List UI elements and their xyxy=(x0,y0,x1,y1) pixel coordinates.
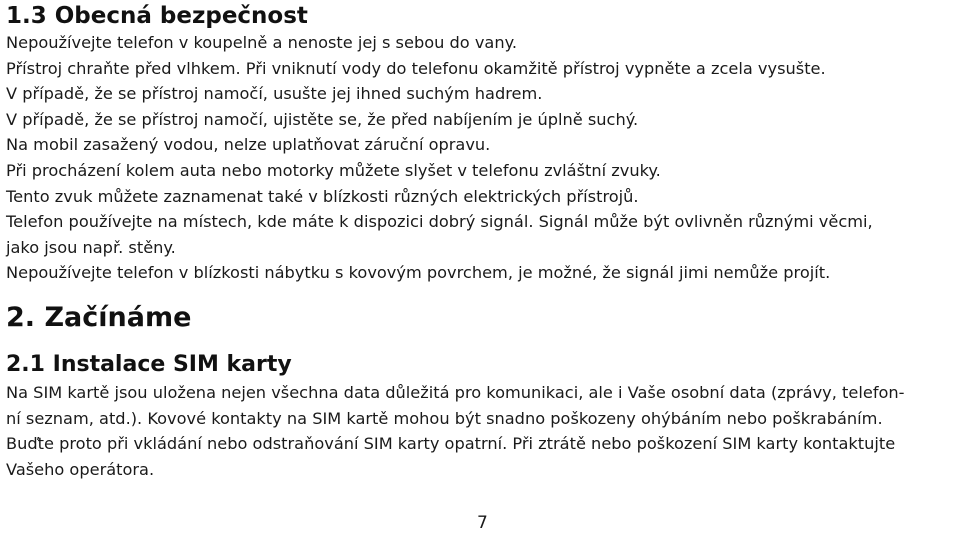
body-line: V případě, že se přístroj namočí, usušte jej ihned suchým hadrem. xyxy=(6,84,543,104)
manual-page xyxy=(6,0,956,479)
section-2-1-body xyxy=(6,380,905,482)
body-line: jako jsou např. stěny. xyxy=(6,237,176,257)
body-line: Při procházení kolem auta nebo motorky můžete slyšet v telefonu zvláštní zvuky. xyxy=(6,160,661,180)
body-line: Nepoužívejte telefon v blízkosti nábytku s kovovým povrchem, je možné, že signál jimi nemůže projít. xyxy=(6,263,831,283)
chapter-2-title: 2. Začínáme xyxy=(6,302,192,333)
body-line: V případě, že se přístroj namočí, ujistěte se, že před nabíjením je úplně suchý. xyxy=(6,109,639,129)
body-line: Nepoužívejte telefon v koupelně a nenoste jej s sebou do vany. xyxy=(6,33,518,52)
section-1-3-title: 1.3 Obecná bezpečnost xyxy=(6,3,308,29)
body-line: Tento zvuk můžete zaznamenat také v blízkosti různých elektrických přístrojů. xyxy=(6,186,639,206)
section-2-1-title: 2.1 Instalace SIM karty xyxy=(6,352,292,377)
body-line: ní seznam, atd.). Kovové kontakty na SIM kartě mohou být snadno poškozeny ohýbáním nebo poškrabáním. xyxy=(6,408,883,428)
body-line: Buďte proto při vkládání nebo odstraňování SIM karty opatrní. Při ztrátě nebo poškození SIM karty kontaktujte xyxy=(6,434,896,454)
section-1-3-body xyxy=(6,30,873,286)
body-line: Na mobil zasažený vodou, nelze uplatňovat záruční opravu. xyxy=(6,135,491,155)
body-line: Vašeho operátora. xyxy=(6,459,155,479)
page-number: 7 xyxy=(477,513,488,533)
body-line: Telefon používejte na místech, kde máte k dispozici dobrý signál. Signál může být ovlivněn různými věcmi, xyxy=(6,212,873,232)
body-line: Na SIM kartě jsou uložena nejen všechna data důležitá pro komunikaci, ale i Vaše osobní data (zprávy, telefon- xyxy=(6,383,905,402)
body-line: Přístroj chraňte před vlhkem. Při vniknutí vody do telefonu okamžitě přístroj vypněte a zcela vysušte. xyxy=(6,58,826,78)
